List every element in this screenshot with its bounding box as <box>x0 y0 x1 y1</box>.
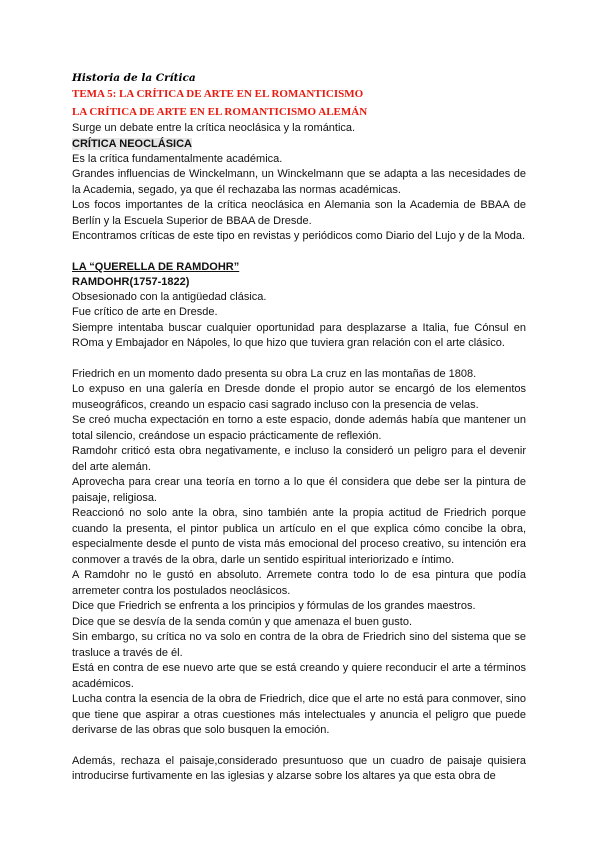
spacer <box>72 245 526 260</box>
paragraph: Lo expuso en una galería en Dresde donde el propio autor se encargó de los elementos museográficos, creando un espacio casi sagrado incluso con la presencia de velas. <box>72 383 526 411</box>
paragraph: Grandes influencias de Winckelmann, un Winckelmann que se adapta a las necesidades de la Academia, segado, ya que él rechazaba las normas académicas. <box>72 168 526 196</box>
subheading-ramdohr: RAMDOHR(1757-1822) <box>72 275 190 288</box>
closing-paragraph: Además, rechaza el paisaje,considerado presuntuoso que un cuadro de paisaje quisiera introducirse furtivamente en las iglesias y alzarse sobre los altares ya que esta obra de <box>72 754 526 782</box>
heading-highlight: CRÍTICA NEOCLÁSICA <box>72 137 192 150</box>
paragraph: Encontramos críticas de este tipo en revistas y periódicos como Diario del Lujo y de la Moda. <box>72 230 526 242</box>
paragraph: Siempre intentaba buscar cualquier oportunidad para desplazarse a Italia, fue Cónsul en ROma y Embajador en Nápoles, lo que hizo que tuviera gran relación con el arte clásico. <box>72 321 526 349</box>
paragraph: Reaccionó no solo ante la obra, sino también ante la propia actitud de Friedrich porque cuando la presenta, el pintor publica un artículo en el que explica cómo concibe la obra, especialmente desde el punto de vista más emocional del proceso creativo, su intención era conmover a través de la obra, darle un sentido espiritual interiorizado e íntimo. <box>72 507 526 566</box>
intro-paragraph: Surge un debate entre la crítica neoclásica y la romántica. <box>72 122 356 134</box>
paragraph: Dice que se desvía de la senda común y que amenaza el buen gusto. <box>72 615 413 628</box>
spacer <box>72 739 526 754</box>
paragraph: A Ramdohr no le gustó en absoluto. Arremete contra todo lo de esa pintura que podía arremeter contra los postulados neoclásicos. <box>72 569 526 597</box>
topic-title: TEMA 5: LA CRÍTICA DE ARTE EN EL ROMANTICISMO <box>72 88 364 100</box>
paragraph: Se creó mucha expectación en torno a este espacio, donde además había que mantener un total silencio, creándose un espacio prácticamente de reflexión. <box>72 414 526 442</box>
document-body <box>72 72 526 785</box>
subtitle: LA CRÍTICA DE ARTE EN EL ROMANTICISMO ALEMÁN <box>72 106 368 118</box>
section-heading-neoclassic <box>72 137 526 152</box>
paragraph: Los focos importantes de la crítica neoclásica en Alemania son la Academia de BBAA de Berlín y la Escuela Superior de BBAA de Dresde. <box>72 199 526 227</box>
paragraph: Sin embargo, su crítica no va solo en contra de la obra de Friedrich sino del sistema que se trasluce a través de él. <box>72 631 526 659</box>
paragraph: Dice que Friedrich se enfrenta a los principios y fórmulas de los grandes maestros. <box>72 600 476 612</box>
paragraph: Ramdohr criticó esta obra negativamente, e incluso la consideró un peligro para el devenir del arte alemán. <box>72 445 526 473</box>
paragraph: Friedrich en un momento dado presenta su obra La cruz en las montañas de 1808. <box>72 367 477 380</box>
paragraph: Obsesionado con la antigüedad clásica. <box>72 290 267 303</box>
spacer <box>72 352 526 367</box>
section-heading-querella: LA “QUERELLA DE RAMDOHR” <box>72 260 240 273</box>
subject-title: Historia de la Crítica <box>72 72 196 84</box>
paragraph: Está en contra de ese nuevo arte que se está creando y quiere reconducir el arte a términos académicos. <box>72 662 526 690</box>
paragraph: Lucha contra la esencia de la obra de Friedrich, dice que el arte no está para conmover, sino que tiene que aspirar a otras cuestiones más intelectuales y anuncia el peligro que puede derivarse de las obras que solo busquen la emoción. <box>72 693 526 736</box>
paragraph: Aprovecha para crear una teoría en torno a lo que él considera que debe ser la pintura de paisaje, religiosa. <box>72 476 526 504</box>
paragraph: Es la crítica fundamentalmente académica. <box>72 152 283 165</box>
paragraph: Fue crítico de arte en Dresde. <box>72 306 218 318</box>
